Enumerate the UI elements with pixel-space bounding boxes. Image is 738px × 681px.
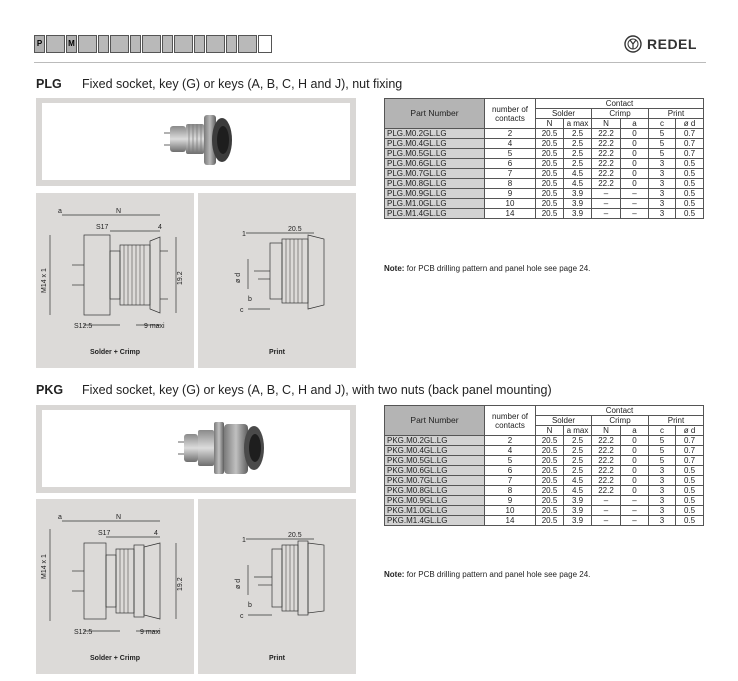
cell-print-c: 3 <box>649 466 676 476</box>
cell-print-c: 3 <box>649 506 676 516</box>
cell-crimp-a: 0 <box>621 466 649 476</box>
table-row <box>385 516 704 526</box>
cell-print-od: 0.5 <box>676 516 704 526</box>
table-body <box>385 436 704 526</box>
cell-part-number: PKG.M0.7GL.LG <box>385 476 485 486</box>
cell-crimp-n: 22.2 <box>592 486 621 496</box>
cell-crimp-a: – <box>621 189 649 199</box>
cell-solder-n: 20.5 <box>536 466 564 476</box>
dim-label-m14: M14 x 1 <box>41 554 48 579</box>
header-solder: Solder <box>536 109 592 119</box>
cell-crimp-a: 0 <box>621 456 649 466</box>
cell-crimp-a: 0 <box>621 476 649 486</box>
table-row <box>385 456 704 466</box>
code-box <box>98 35 109 53</box>
series-code-boxes <box>34 35 273 53</box>
cell-print-od: 0.5 <box>676 506 704 516</box>
cell-print-c: 3 <box>649 486 676 496</box>
cell-part-number: PKG.M0.2GL.LG <box>385 436 485 446</box>
header-solder: Solder <box>536 416 592 426</box>
dim-label-od: ø d <box>235 578 242 589</box>
technical-drawing-print-icon <box>198 193 356 343</box>
cell-part-number: PLG.M0.2GL.LG <box>385 129 485 139</box>
dim-label-m14: M14 x 1 <box>41 268 48 293</box>
dim-label-a: a <box>58 514 62 521</box>
cell-part-number: PKG.M0.4GL.LG <box>385 446 485 456</box>
code-box <box>238 35 257 53</box>
table-row <box>385 446 704 456</box>
cell-crimp-n: 22.2 <box>592 476 621 486</box>
table-row <box>385 129 704 139</box>
drawing-caption-left: Solder + Crimp <box>90 349 140 356</box>
cell-print-c: 3 <box>649 209 676 219</box>
cell-solder-a-max: 2.5 <box>564 436 592 446</box>
code-box-letter-p: P <box>34 35 45 53</box>
cell-crimp-n: 22.2 <box>592 149 621 159</box>
table-row <box>385 169 704 179</box>
table-row <box>385 486 704 496</box>
cell-solder-a-max: 2.5 <box>564 446 592 456</box>
cell-crimp-a: – <box>621 506 649 516</box>
cell-crimp-a: 0 <box>621 129 649 139</box>
cell-part-number: PLG.M0.8GL.LG <box>385 179 485 189</box>
cell-print-od: 0.7 <box>676 456 704 466</box>
note-label: Note: <box>384 570 405 579</box>
header-number-of-contacts: number of contacts <box>485 406 536 436</box>
table-row <box>385 149 704 159</box>
cell-crimp-a: 0 <box>621 486 649 496</box>
connector-photo-icon <box>42 410 350 487</box>
cell-solder-n: 20.5 <box>536 199 564 209</box>
code-box-letter-m: M <box>66 35 77 53</box>
header-print: Print <box>649 109 704 119</box>
cell-crimp-n: – <box>592 199 621 209</box>
cell-crimp-a: 0 <box>621 446 649 456</box>
cell-solder-n: 20.5 <box>536 139 564 149</box>
header-number-of-contacts: number of contacts <box>485 99 536 129</box>
dim-label-n: N <box>116 208 122 215</box>
note-pkg <box>384 570 590 579</box>
cell-solder-n: 20.5 <box>536 456 564 466</box>
cell-number-of-contacts: 5 <box>485 149 536 159</box>
code-box <box>206 35 225 53</box>
dim-label-s12-5: S12.5 <box>74 323 93 330</box>
cell-solder-a-max: 2.5 <box>564 159 592 169</box>
drawing-solder-crimp-pkg <box>36 499 194 674</box>
dim-label-19-2: 19.2 <box>177 577 184 591</box>
redel-emblem-icon <box>624 35 642 53</box>
cell-part-number: PKG.M0.5GL.LG <box>385 456 485 466</box>
cell-number-of-contacts: 14 <box>485 516 536 526</box>
dim-label-n: N <box>116 514 122 521</box>
cell-print-c: 5 <box>649 456 676 466</box>
header-part-number: Part Number <box>385 406 485 436</box>
technical-drawing-solder-icon <box>36 499 194 649</box>
cell-number-of-contacts: 2 <box>485 129 536 139</box>
connector-photo-icon <box>42 103 350 180</box>
cell-print-c: 3 <box>649 169 676 179</box>
cell-print-c: 3 <box>649 179 676 189</box>
subheader-crimp-a: a <box>621 119 649 129</box>
header-crimp: Crimp <box>592 109 649 119</box>
cell-print-od: 0.5 <box>676 189 704 199</box>
code-box <box>194 35 205 53</box>
cell-part-number: PKG.M0.8GL.LG <box>385 486 485 496</box>
cell-crimp-n: – <box>592 496 621 506</box>
dim-label-9-maxi: 9 maxi <box>144 323 165 330</box>
cell-number-of-contacts: 6 <box>485 159 536 169</box>
table-row <box>385 506 704 516</box>
cell-crimp-n: – <box>592 189 621 199</box>
drawing-solder-crimp-plg <box>36 193 194 368</box>
cell-number-of-contacts: 2 <box>485 436 536 446</box>
spec-table-pkg <box>384 405 704 526</box>
dim-label-1: 1 <box>242 231 246 238</box>
cell-solder-n: 20.5 <box>536 476 564 486</box>
table-row <box>385 199 704 209</box>
dim-label-9-maxi: 9 maxi <box>140 629 161 636</box>
cell-solder-a-max: 2.5 <box>564 149 592 159</box>
technical-drawing-solder-icon <box>36 193 194 343</box>
cell-print-od: 0.5 <box>676 209 704 219</box>
cell-crimp-n: 22.2 <box>592 466 621 476</box>
cell-print-c: 5 <box>649 436 676 446</box>
cell-crimp-n: – <box>592 506 621 516</box>
cell-solder-n: 20.5 <box>536 149 564 159</box>
cell-part-number: PLG.M0.9GL.LG <box>385 189 485 199</box>
cell-number-of-contacts: 14 <box>485 209 536 219</box>
cell-solder-n: 20.5 <box>536 179 564 189</box>
subheader-solder-n: N <box>536 426 564 436</box>
code-box <box>110 35 129 53</box>
section-code: PLG <box>36 77 62 91</box>
cell-part-number: PKG.M1.4GL.LG <box>385 516 485 526</box>
spec-table-plg <box>384 98 704 219</box>
header-part-number: Part Number <box>385 99 485 129</box>
cell-solder-a-max: 4.5 <box>564 179 592 189</box>
cell-number-of-contacts: 8 <box>485 486 536 496</box>
cell-crimp-a: – <box>621 496 649 506</box>
cell-print-c: 5 <box>649 446 676 456</box>
dim-label-c: c <box>240 613 244 620</box>
cell-part-number: PLG.M0.4GL.LG <box>385 139 485 149</box>
table-row <box>385 139 704 149</box>
cell-number-of-contacts: 4 <box>485 446 536 456</box>
dim-label-s17: S17 <box>98 530 111 537</box>
cell-crimp-a: 0 <box>621 179 649 189</box>
dim-label-b: b <box>248 602 252 609</box>
cell-print-od: 0.7 <box>676 139 704 149</box>
dim-label-1: 1 <box>242 537 246 544</box>
cell-solder-a-max: 2.5 <box>564 456 592 466</box>
cell-crimp-a: – <box>621 199 649 209</box>
cell-solder-n: 20.5 <box>536 209 564 219</box>
dim-label-b: b <box>248 296 252 303</box>
code-box <box>258 35 272 53</box>
dim-label-20-5: 20.5 <box>288 532 302 539</box>
cell-crimp-n: – <box>592 516 621 526</box>
cell-number-of-contacts: 7 <box>485 169 536 179</box>
cell-number-of-contacts: 10 <box>485 199 536 209</box>
cell-crimp-n: 22.2 <box>592 446 621 456</box>
section-title: Fixed socket, key (G) or keys (A, B, C, H and J), with two nuts (back panel mounting) <box>82 383 552 397</box>
redel-logo <box>624 35 697 53</box>
subheader-crimp-n: N <box>592 426 621 436</box>
header-print: Print <box>649 416 704 426</box>
cell-solder-n: 20.5 <box>536 446 564 456</box>
cell-crimp-a: 0 <box>621 159 649 169</box>
cell-print-c: 3 <box>649 199 676 209</box>
photo-frame <box>42 103 350 180</box>
header-contact: Contact <box>536 99 704 109</box>
dim-label-20-5: 20.5 <box>288 226 302 233</box>
subheader-solder-n: N <box>536 119 564 129</box>
cell-print-od: 0.5 <box>676 476 704 486</box>
cell-solder-a-max: 4.5 <box>564 169 592 179</box>
cell-crimp-a: 0 <box>621 149 649 159</box>
drawing-caption-left: Solder + Crimp <box>90 655 140 662</box>
cell-crimp-n: 22.2 <box>592 169 621 179</box>
cell-solder-a-max: 3.9 <box>564 496 592 506</box>
cell-crimp-n: 22.2 <box>592 139 621 149</box>
dim-label-4: 4 <box>154 530 158 537</box>
cell-solder-a-max: 2.5 <box>564 139 592 149</box>
subheader-print-od: ø d <box>676 426 704 436</box>
cell-solder-n: 20.5 <box>536 486 564 496</box>
dim-label-a: a <box>58 208 62 215</box>
cell-number-of-contacts: 8 <box>485 179 536 189</box>
cell-solder-n: 20.5 <box>536 189 564 199</box>
cell-print-od: 0.5 <box>676 199 704 209</box>
cell-solder-n: 20.5 <box>536 516 564 526</box>
cell-solder-n: 20.5 <box>536 496 564 506</box>
cell-print-od: 0.7 <box>676 129 704 139</box>
product-photo-plg <box>36 98 356 186</box>
header-contact: Contact <box>536 406 704 416</box>
cell-print-od: 0.7 <box>676 436 704 446</box>
cell-number-of-contacts: 9 <box>485 496 536 506</box>
note-text: for PCB drilling pattern and panel hole see page 24. <box>406 570 591 579</box>
code-box <box>226 35 237 53</box>
subheader-print-od: ø d <box>676 119 704 129</box>
cell-print-od: 0.7 <box>676 149 704 159</box>
cell-print-c: 5 <box>649 139 676 149</box>
cell-number-of-contacts: 5 <box>485 456 536 466</box>
cell-number-of-contacts: 7 <box>485 476 536 486</box>
note-plg <box>384 264 590 273</box>
cell-print-od: 0.5 <box>676 159 704 169</box>
brand-name: REDEL <box>647 36 697 52</box>
cell-solder-a-max: 4.5 <box>564 476 592 486</box>
cell-print-od: 0.5 <box>676 486 704 496</box>
code-box <box>46 35 65 53</box>
code-box <box>78 35 97 53</box>
subheader-solder-a-max: a max <box>564 119 592 129</box>
subheader-print-c: c <box>649 426 676 436</box>
cell-print-c: 3 <box>649 476 676 486</box>
subheader-solder-a-max: a max <box>564 426 592 436</box>
dim-label-s12-5: S12.5 <box>74 629 93 636</box>
table-row <box>385 466 704 476</box>
dim-label-c: c <box>240 307 244 314</box>
cell-solder-n: 20.5 <box>536 129 564 139</box>
cell-part-number: PKG.M1.0GL.LG <box>385 506 485 516</box>
table-row <box>385 189 704 199</box>
table-row <box>385 179 704 189</box>
table-row <box>385 436 704 446</box>
cell-crimp-n: – <box>592 209 621 219</box>
cell-solder-n: 20.5 <box>536 436 564 446</box>
cell-print-od: 0.5 <box>676 169 704 179</box>
cell-solder-a-max: 3.9 <box>564 189 592 199</box>
cell-print-c: 5 <box>649 149 676 159</box>
cell-number-of-contacts: 9 <box>485 189 536 199</box>
cell-print-c: 5 <box>649 129 676 139</box>
header-divider <box>34 62 706 63</box>
cell-part-number: PLG.M0.6GL.LG <box>385 159 485 169</box>
section-heading-plg <box>36 77 402 91</box>
cell-part-number: PLG.M1.0GL.LG <box>385 199 485 209</box>
technical-drawing-print-icon <box>198 499 356 649</box>
cell-part-number: PLG.M0.5GL.LG <box>385 149 485 159</box>
table-row <box>385 496 704 506</box>
cell-solder-n: 20.5 <box>536 169 564 179</box>
cell-print-c: 3 <box>649 189 676 199</box>
cell-solder-n: 20.5 <box>536 159 564 169</box>
dim-label-s17: S17 <box>96 224 109 231</box>
cell-number-of-contacts: 10 <box>485 506 536 516</box>
product-photo-pkg <box>36 405 356 493</box>
cell-part-number: PKG.M0.6GL.LG <box>385 466 485 476</box>
code-box <box>174 35 193 53</box>
cell-print-c: 3 <box>649 496 676 506</box>
cell-print-c: 3 <box>649 159 676 169</box>
cell-solder-a-max: 3.9 <box>564 209 592 219</box>
table-body <box>385 129 704 219</box>
cell-print-od: 0.5 <box>676 496 704 506</box>
cell-solder-a-max: 3.9 <box>564 516 592 526</box>
cell-part-number: PLG.M0.7GL.LG <box>385 169 485 179</box>
cell-number-of-contacts: 6 <box>485 466 536 476</box>
drawing-caption-right: Print <box>269 349 285 356</box>
table-row <box>385 159 704 169</box>
section-code: PKG <box>36 383 64 397</box>
cell-crimp-n: 22.2 <box>592 456 621 466</box>
header-crimp: Crimp <box>592 416 649 426</box>
cell-solder-n: 20.5 <box>536 506 564 516</box>
cell-print-od: 0.7 <box>676 446 704 456</box>
cell-crimp-n: 22.2 <box>592 179 621 189</box>
cell-solder-a-max: 3.9 <box>564 506 592 516</box>
dim-label-4: 4 <box>158 224 162 231</box>
dim-label-od: ø d <box>235 272 242 283</box>
note-text: for PCB drilling pattern and panel hole see page 24. <box>406 264 591 273</box>
note-label: Note: <box>384 264 405 273</box>
cell-print-c: 3 <box>649 516 676 526</box>
cell-crimp-a: 0 <box>621 169 649 179</box>
cell-crimp-a: – <box>621 209 649 219</box>
cell-crimp-a: 0 <box>621 139 649 149</box>
cell-print-od: 0.5 <box>676 179 704 189</box>
table-row <box>385 476 704 486</box>
subheader-crimp-n: N <box>592 119 621 129</box>
cell-crimp-a: – <box>621 516 649 526</box>
subheader-print-c: c <box>649 119 676 129</box>
cell-print-od: 0.5 <box>676 466 704 476</box>
code-box <box>130 35 141 53</box>
dim-label-19-2: 19.2 <box>177 271 184 285</box>
cell-crimp-n: 22.2 <box>592 129 621 139</box>
drawing-print-pkg <box>198 499 356 674</box>
cell-solder-a-max: 4.5 <box>564 486 592 496</box>
drawing-caption-right: Print <box>269 655 285 662</box>
section-title: Fixed socket, key (G) or keys (A, B, C, H and J), nut fixing <box>82 77 403 91</box>
cell-part-number: PKG.M0.9GL.LG <box>385 496 485 506</box>
cell-crimp-n: 22.2 <box>592 436 621 446</box>
code-box <box>142 35 161 53</box>
cell-solder-a-max: 2.5 <box>564 466 592 476</box>
cell-solder-a-max: 2.5 <box>564 129 592 139</box>
code-box <box>162 35 173 53</box>
cell-part-number: PLG.M1.4GL.LG <box>385 209 485 219</box>
photo-frame <box>42 410 350 487</box>
cell-crimp-a: 0 <box>621 436 649 446</box>
drawing-print-plg <box>198 193 356 368</box>
subheader-crimp-a: a <box>621 426 649 436</box>
cell-crimp-n: 22.2 <box>592 159 621 169</box>
table-row <box>385 209 704 219</box>
cell-number-of-contacts: 4 <box>485 139 536 149</box>
section-heading-pkg <box>36 383 552 397</box>
cell-solder-a-max: 3.9 <box>564 199 592 209</box>
